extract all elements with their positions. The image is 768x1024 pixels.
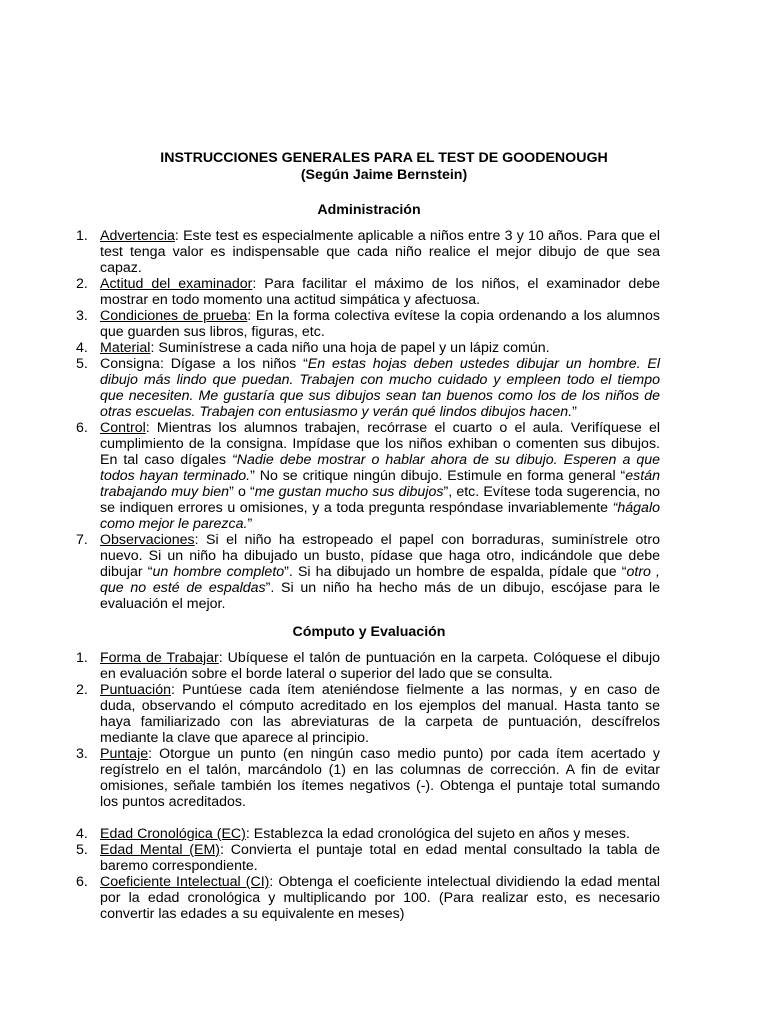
item-label: Condiciones de prueba [100,308,248,324]
item-text: : Para facilitar el máximo de los niños, el examinador debe mostrar en todo momento una actitud simpática y afectuosa. [100,276,660,308]
item-text: : Convierta el puntaje total en edad mental consultado la tabla de baremo correspondiente. [100,842,660,874]
item-label: Edad Cronológica (EC) [100,826,246,842]
list-item [66,826,660,842]
administracion-list [66,228,660,612]
list-item [66,746,660,810]
item-quote: un hombre completo [152,564,285,580]
item-quote: me gustan mucho sus dibujos [254,484,444,500]
item-number: 1. [76,228,88,244]
document-title: INSTRUCCIONES GENERALES PARA EL TEST DE GOODENOUGH [160,150,608,166]
list-item [66,874,660,922]
computo-list [66,650,660,922]
item-number: 5. [76,842,88,858]
item-text: : Si el niño ha estropeado el papel con borraduras, suminístrele otro nuevo. Si un niño ha dibujado un busto, pídase que haga otro, indicándole que debe dibujar “ [100,532,660,580]
list-item [66,228,660,276]
item-text: ” [572,404,577,420]
list-item [66,356,660,420]
list-item [66,308,660,340]
item-text: : En la forma colectiva evítese la copia ordenando a los alumnos que guarden sus libros, figuras, etc. [100,308,660,340]
item-label: Puntaje [100,746,149,762]
item-label: Forma de Trabajar [100,650,219,666]
item-number: 2. [76,682,88,698]
item-label: Puntuación [100,682,171,698]
list-item [66,842,660,874]
item-number: 4. [76,826,88,842]
item-label: Edad Mental (EM) [100,842,221,858]
item-text: ” No se critique ningún dibujo. Estimule en forma general “ [250,468,626,484]
item-text: ”. Si ha dibujado un hombre de espalda, pídale que “ [284,564,627,580]
item-text: : Mientras los alumnos trabajen, recórrase el cuarto o el aula. Verifíquese el cumplimiento de la consigna. Impídase que los niños exhiban o comenten sus dibujos. En tal caso dígales [100,420,660,468]
item-quote: otro , que no esté de espaldas [100,564,660,596]
list-item [66,420,660,532]
item-text: ” o “ [229,484,255,500]
item-text: : Obtenga el coeficiente intelectual dividiendo la edad mental por la edad cronológica y multiplicando por 100. (Para realizar esto, es necesario convertir las edades a su equivalente en meses) [100,874,660,922]
item-number: 7. [76,532,88,548]
item-text: : Ubíquese el talón de puntuación en la carpeta. Colóquese el dibujo en evaluación sobre el borde lateral o superior del lado que se consulta. [100,650,660,682]
item-text: : Otorgue un punto (en ningún caso medio punto) por cada ítem acertado y regístrelo en el talón, marcándolo (1) en las columnas de corrección. A fin de evitar omisiones, señale también los ítemes negativos (-). Obtenga el puntaje total sumando los puntos acreditados. [100,746,660,810]
item-text: ”, etc. Evítese toda sugerencia, no se indiquen errores u omisiones, y a toda pregunta respóndase invariablemente [100,484,660,516]
item-number: 4. [76,340,88,356]
item-text: : Este test es especialmente aplicable a niños entre 3 y 10 años. Para que el test tenga valor es indispensable que cada niño realice el mejor dibujo de que sea capaz. [100,228,660,276]
item-quote: En estas hojas deben ustedes dibujar un hombre. El dibujo más lindo que puedan. Trabajen con mucho cuidado y empleen todo el tiempo que necesiten. Me gustaría que sus dibujos sean tan buenos como los de los niños de otras escuelas. Trabajen con entusiasmo y verán qué lindos dibujos hacen. [100,356,661,420]
item-quote: “Nadie debe mostrar o hablar ahora de su dibujo. Esperen a que todos hayan terminado. [100,452,660,484]
item-quote: “hágalo como mejor le parezca. [100,500,660,532]
item-text: : Suminístrese a cada niño una hoja de papel y un lápiz común. [150,340,550,356]
item-number: 3. [76,308,88,324]
list-item [66,340,660,356]
list-item [66,650,660,682]
section-heading-administracion: Administración [317,202,421,218]
item-label: Observaciones [100,532,195,548]
item-text: : Establezca la edad cronológica del sujeto en años y meses. [245,826,630,842]
item-number: 1. [76,650,88,666]
item-label: Material [100,340,151,356]
list-item [66,276,660,308]
item-label: Actitud del examinador [100,276,253,292]
item-text: : Puntúese cada ítem ateniéndose fielmente a las normas, y en caso de duda, observando el cómputo acreditado en los ejemplos del manual. Hasta tanto se haya familiarizado con las abreviaturas de la carpeta de puntuación, descífrelos mediante la clave que aparece al principio. [100,682,660,746]
item-number: 3. [76,746,88,762]
item-text: ”. Si un niño ha hecho más de un dibujo, escójase para le evaluación el mejor. [100,580,661,612]
item-number: 6. [76,420,88,436]
item-number: 5. [76,356,88,372]
item-quote: están trabajando muy bien [100,468,660,500]
list-item [66,682,660,746]
item-number: 2. [76,276,88,292]
section-heading-computo: Cómputo y Evaluación [292,624,446,640]
item-text: ” [247,516,253,532]
item-number: 6. [76,874,88,890]
item-text: Consigna: Dígase a los niños “ [100,356,308,372]
list-item [66,532,660,612]
item-label: Coeficiente Intelectual (CI) [100,874,270,890]
item-label: Advertencia [100,228,175,244]
document-subtitle: (Según Jaime Bernstein) [300,167,468,183]
item-label: Control [100,420,146,436]
